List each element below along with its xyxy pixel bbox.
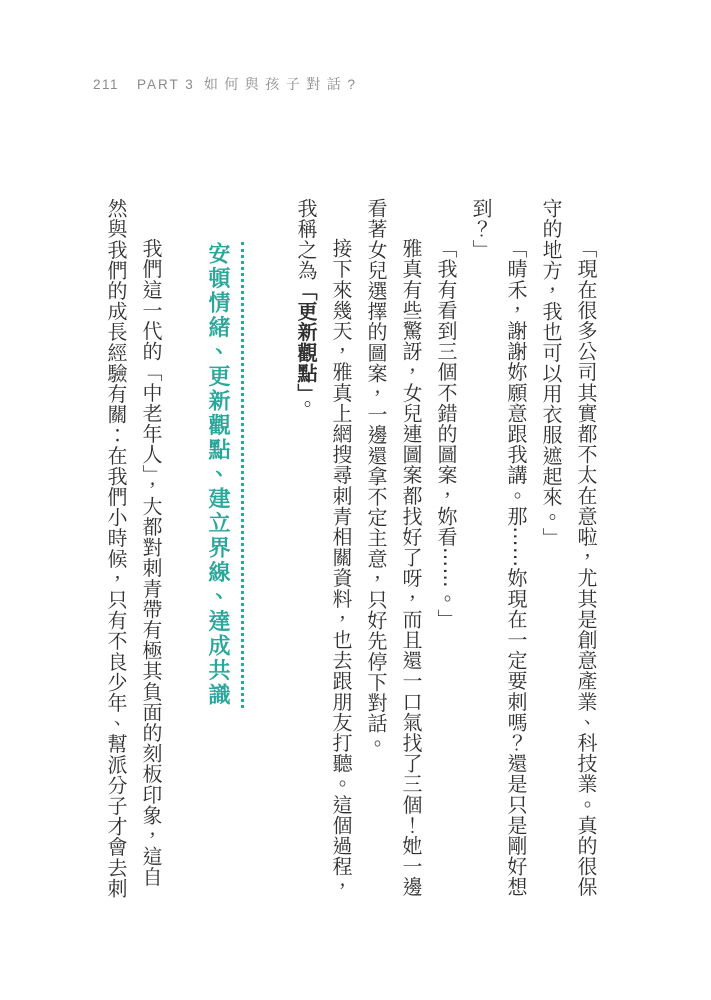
part-label: PART 3 bbox=[137, 77, 195, 92]
narration-text-after: 。 bbox=[294, 394, 316, 415]
paragraph-dialogue-patterns: 「我有看到三個不錯的圖案，妳看⋯⋯。」 bbox=[434, 238, 456, 630]
book-text bbox=[97, 198, 602, 901]
paragraph-narration-surprise: 雅真有些驚訝，女兒連圖案都找好了呀，而且還一口氣找了三個！她一邊看著女兒選擇的圖案，一邊還拿不定主意，只好先停下對話。 bbox=[364, 198, 421, 898]
paragraph-generation-stereotype: 我們這一代的「中老年人」，大都對刺青帶有極其負面的刻板印象，這自然與我們的成長經驗有關：在我們小時候，只有不良少年、幫派分子才會去刺 bbox=[104, 198, 161, 899]
paragraph-dialogue-mother-question: 「晴禾，謝謝妳願意跟我講。那⋯⋯妳現在一定要刺嗎？還是只是剛好想到？」 bbox=[469, 198, 526, 898]
paragraph-narration-research bbox=[287, 198, 357, 901]
section-heading bbox=[201, 198, 235, 901]
key-term-update-viewpoint: 「更新觀點」 bbox=[294, 280, 316, 395]
paragraph-dialogue-company: 「現在很多公司其實都不太在意啦，尤其是創意產業、科技業。真的很保守的地方，我也可以用衣服遮起來。」 bbox=[539, 198, 596, 898]
section-heading-text: 安頓情緒、更新觀點、建立界線、達成共識 bbox=[206, 242, 244, 708]
page-header bbox=[93, 74, 362, 94]
page-number: 211 bbox=[93, 77, 120, 92]
chapter-title: 如何與孩子對話? bbox=[203, 76, 362, 92]
narration-text-before: 接下來幾天，雅真上網搜尋刺青相關資料，也去跟朋友打聽。這個過程，我稱之為 bbox=[294, 198, 351, 898]
